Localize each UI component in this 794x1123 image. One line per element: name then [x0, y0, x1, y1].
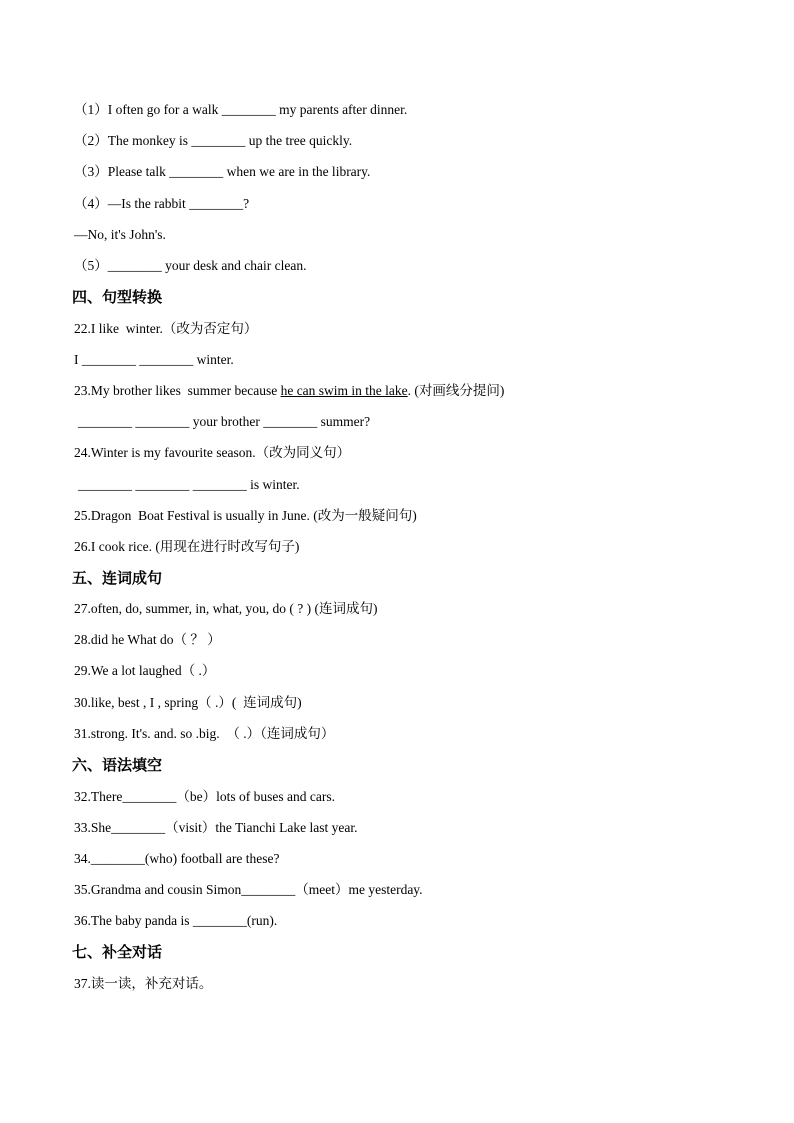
question-23-text: 23.My brother likes summer because: [74, 383, 281, 398]
question-5: （5）________ your desk and chair clean.: [74, 258, 307, 273]
question-27: 27.often, do, summer, in, what, you, do ( ? ) (连词成句): [74, 601, 378, 616]
question-36: 36.The baby panda is ________(run).: [74, 913, 278, 928]
question-24-answer-line: ________ ________ ________ is winter.: [78, 477, 300, 492]
question-4-answer: —No, it's John's.: [74, 227, 166, 242]
question-22: 22.I like winter.（改为否定句）: [74, 321, 258, 336]
question-22-answer-line: I ________ ________ winter.: [74, 352, 234, 367]
question-32: 32.There________（be）lots of buses and cars.: [74, 789, 335, 804]
section-5-heading: 五、连词成句: [72, 569, 163, 587]
question-33: 33.She________（visit）the Tianchi Lake last year.: [74, 820, 358, 835]
section-7-heading: 七、补全对话: [72, 943, 163, 961]
question-34: 34.________(who) football are these?: [74, 851, 280, 866]
question-29: 29.We a lot laughed（ .）: [74, 663, 216, 678]
question-4: （4）—Is the rabbit ________?: [74, 196, 250, 211]
question-23-answer-line: ________ ________ your brother ________ summer?: [78, 414, 371, 429]
question-24: 24.Winter is my favourite season.（改为同义句）: [74, 445, 351, 460]
question-1: （1）I often go for a walk ________ my parents after dinner.: [74, 102, 408, 117]
question-28: 28.did he What do（ ？ ）: [74, 632, 221, 647]
question-26: 26.I cook rice. (用现在进行时改写句子): [74, 539, 300, 554]
question-2: （2）The monkey is ________ up the tree quickly.: [74, 133, 353, 148]
question-30: 30.like, best , I , spring（ .）( 连词成句): [74, 695, 302, 710]
question-35: 35.Grandma and cousin Simon________（meet）me yesterday.: [74, 882, 423, 897]
question-23: [74, 382, 504, 400]
section-6-heading: 六、语法填空: [72, 756, 163, 774]
question-23-instruction: . (对画线分提问): [407, 383, 505, 398]
section-4-heading: 四、句型转换: [72, 288, 163, 306]
question-37: 37.读一读，补充对话。: [74, 976, 213, 991]
question-25: 25.Dragon Boat Festival is usually in June. (改为一般疑问句): [74, 508, 417, 523]
question-23-underlined: he can swim in the lake: [280, 383, 408, 398]
question-3: （3）Please talk ________ when we are in the library.: [74, 164, 371, 179]
question-31: 31.strong. It's. and. so .big. （ .）（连词成句）: [74, 726, 335, 741]
